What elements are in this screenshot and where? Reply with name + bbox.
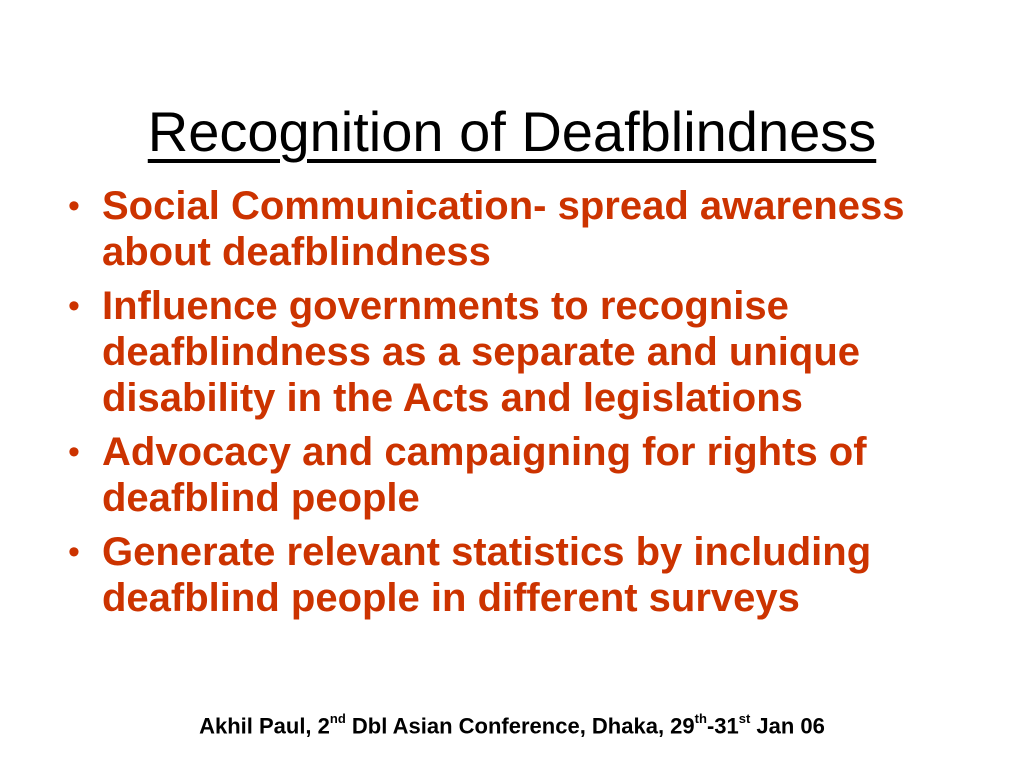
- bullet-symbol: •: [68, 287, 80, 325]
- bullet-text: Influence governments to recognise deafblindness as a separate and unique disability in the Acts and legislations: [102, 284, 861, 420]
- footer-sup-3: st: [738, 711, 751, 726]
- bullet-list: [60, 183, 1000, 629]
- footer-part-4: Jan 06: [750, 713, 825, 739]
- bullet-text: Generate relevant statistics by including deafblind people in different surveys: [102, 530, 872, 620]
- slide-title-text: Recognition of Deafblindness: [147, 99, 877, 163]
- footer-part-2: Dbl Asian Conference, Dhaka, 29: [345, 713, 695, 739]
- bullet-text: Advocacy and campaigning for rights of deafblind people: [102, 430, 867, 520]
- bullet-symbol: •: [68, 433, 80, 471]
- footer-sup-1: nd: [329, 711, 346, 726]
- footer-citation: [0, 706, 1024, 741]
- bullet-item: [60, 529, 1000, 621]
- footer-part-3: -31: [706, 713, 739, 739]
- bullet-symbol: •: [68, 533, 80, 571]
- bullet-item: [60, 429, 1000, 521]
- bullet-item: [60, 183, 1000, 275]
- slide-title: [0, 96, 1024, 168]
- bullet-symbol: •: [68, 187, 80, 225]
- footer-sup-2: th: [694, 711, 707, 726]
- bullet-item: [60, 283, 1000, 421]
- bullet-text: Social Communication- spread awareness about deafblindness: [102, 184, 905, 274]
- footer-part-1: Akhil Paul, 2: [199, 713, 330, 739]
